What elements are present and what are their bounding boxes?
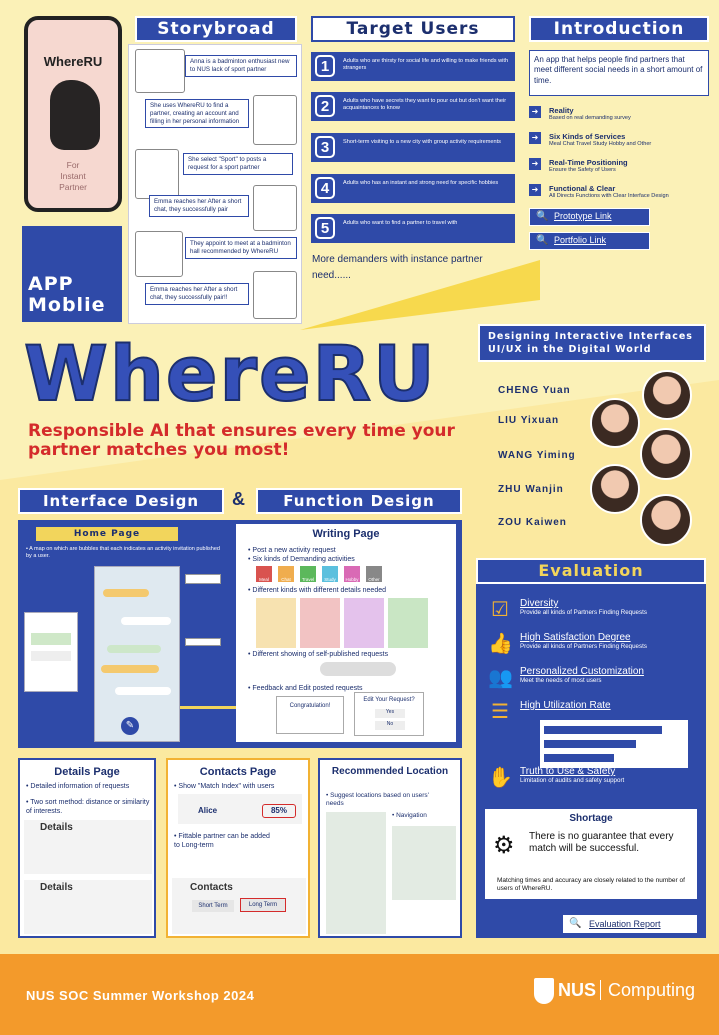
- member-name-5: ZOU Kaiwen: [498, 517, 567, 528]
- contacts-mockup: [172, 878, 306, 934]
- details-page-header: Details Page: [54, 766, 120, 778]
- callout-label: [185, 638, 221, 646]
- hand-icon: ✋: [488, 767, 513, 789]
- prototype-link[interactable]: 🔍 Prototype Link: [529, 208, 650, 226]
- interface-design-header: Interface Design: [18, 488, 224, 514]
- eval-satisfaction: 👍 High Satisfaction Degree Provide all kinds of Partners Finding Requests: [488, 632, 647, 655]
- evaluation-header: Evaluation: [476, 558, 706, 584]
- utilization-chart: [540, 720, 688, 768]
- contact-name: Alice: [198, 806, 218, 815]
- details-label: Details: [40, 822, 73, 833]
- portfolio-link[interactable]: 🔍 Portfolio Link: [529, 232, 650, 250]
- category-chat[interactable]: Chat: [278, 566, 294, 582]
- writing-bullet-3: • Different kinds with different details needed: [248, 587, 387, 594]
- sketch-5: [135, 231, 183, 277]
- target-user-4: 4 Adults who has an instant and strong need for specific hobbies: [311, 174, 515, 203]
- shortage-title: Shortage: [569, 813, 613, 824]
- evaluation-report-link[interactable]: 🔍 Evaluation Report: [562, 914, 698, 934]
- category-travel[interactable]: Travel: [300, 566, 316, 582]
- sliders-icon: ☰: [491, 701, 509, 723]
- category-other[interactable]: Other: [366, 566, 382, 582]
- hero-title: WhereRU: [24, 329, 437, 418]
- footer: [0, 954, 719, 1035]
- eval-diversity: ☑ Diversity Provide all kinds of Partners Finding Requests: [488, 598, 698, 616]
- hero-tagline: Responsible AI that ensures every time your partner matches you most!: [28, 421, 455, 460]
- recommended-header: Recommended Location: [331, 766, 449, 777]
- storyboard-caption-5: They appoint to meet at a badminton hall recommended by WhereRU: [185, 237, 297, 259]
- contacts-page-panel: [166, 758, 310, 938]
- contacts-page-header: Contacts Page: [199, 766, 277, 778]
- navigation-map: [392, 826, 456, 900]
- member-name-2: LIU Yixuan: [498, 415, 560, 426]
- sketch-6: [253, 271, 297, 319]
- home-popup-mockup: [24, 612, 78, 692]
- nus-crest-icon: [534, 978, 554, 1004]
- location-map: [326, 812, 386, 934]
- checklist-icon: ☑: [491, 599, 509, 621]
- writing-page-header: Writing Page: [312, 528, 380, 540]
- member-photo-4: [590, 464, 640, 514]
- member-photo-3: [640, 428, 692, 480]
- nus-logo-text: NUS: [558, 980, 597, 1000]
- workshop-title: NUS SOC Summer Workshop 2024: [26, 988, 255, 1003]
- sketch-3: [135, 149, 179, 199]
- member-photo-2: [590, 398, 640, 448]
- target-user-1: 1 Adults who are thirsty for social life and willing to make friends with strangers: [311, 52, 515, 81]
- phone-app-name: WhereRU: [43, 54, 103, 69]
- storyboard-panel: [128, 44, 302, 324]
- details-mockup-2: [24, 880, 152, 934]
- shortage-main: There is no guarantee that every match will be successful.: [529, 831, 674, 854]
- target-user-2: 2 Adults who have secrets they want to pour out but don't want their acquaintances to know: [311, 92, 515, 121]
- member-name-4: ZHU Wanjin: [498, 484, 564, 495]
- shortage-note: Matching times and accuracy are closely related to the number of users of WhereRU.: [497, 877, 685, 893]
- phone-subtitle: For Instant Partner: [59, 160, 87, 193]
- details-bullet-2: • Two sort method: distance or similarity of interests.: [26, 799, 150, 816]
- match-card: [178, 794, 302, 824]
- details-page-panel: [18, 758, 156, 938]
- contacts-bullet-1: • Show "Match Index" with users: [174, 783, 275, 790]
- target-users-header: Target Users: [311, 16, 515, 42]
- category-icons: [256, 566, 416, 582]
- details-bullet-1: • Detailed information of requests: [26, 783, 130, 790]
- introduction-header: Introduction: [529, 16, 709, 42]
- form-card: [300, 598, 340, 648]
- intro-item-functional: ➜ Functional & Clear All Directs Functions with Clear Interface Design: [529, 184, 709, 199]
- eval-utilization: ☰ High Utilization Rate: [488, 700, 698, 711]
- intro-item-services: ➜ Six Kinds of Services Meal Chat Travel Study Hobby and Other: [529, 132, 709, 147]
- course-title: Designing Interactive Interfaces UI/UX in the Digital World: [478, 324, 706, 362]
- more-demanders: More demanders with instance partner need......: [312, 254, 483, 281]
- home-page-bullet: • A map on which are bubbles that each indicates an activity invitation published by a user.: [26, 546, 220, 559]
- storyboard-caption-4: Emma reaches her After a short chat, they successfully pair: [149, 195, 249, 217]
- writing-bullet-5: • Feedback and Edit posted requests: [248, 685, 363, 692]
- member-name-1: CHENG Yuan: [498, 385, 571, 396]
- edit-dialog: Edit Your Request? Yes No: [354, 692, 424, 736]
- add-request-button[interactable]: ✎: [121, 717, 139, 735]
- eval-safety: ✋ Truth to Use & Safety Limitation of audits and safety support: [488, 766, 625, 789]
- recommended-panel: [318, 758, 462, 938]
- function-design-header: Function Design: [256, 488, 462, 514]
- arrow-connector: [180, 706, 240, 709]
- member-name-3: WANG Yiming: [498, 450, 576, 461]
- form-card: [256, 598, 296, 648]
- member-photo-1: [642, 370, 692, 420]
- writing-page-panel: [236, 524, 456, 742]
- member-photo-5: [640, 494, 692, 546]
- storyboard-caption-6: Emma reaches her After a short chat, they successfully pair!!: [145, 283, 249, 305]
- home-page-header: Home Page: [36, 527, 178, 541]
- request-preview: [320, 662, 396, 676]
- recommended-bullet-1: • Suggest locations based on users' needs: [326, 792, 429, 808]
- target-user-5: 5 Adults who want to find a partner to travel with: [311, 214, 515, 243]
- no-button[interactable]: No: [375, 721, 405, 730]
- eval-customization: 👥 Personalized Customization Meet the needs of most users: [488, 666, 644, 689]
- callout-label: [185, 574, 221, 584]
- storyboard-caption-3: She select "Sport" to posts a request for a sport partner: [183, 153, 293, 175]
- intro-item-positioning: ➜ Real-Time Positioning Ensure the Safety of Users: [529, 158, 709, 173]
- sketch-2: [253, 95, 297, 145]
- phone-mockup: [24, 16, 122, 212]
- match-index: 85%: [262, 804, 296, 818]
- contacts-label: Contacts: [190, 882, 233, 893]
- yes-button[interactable]: Yes: [375, 709, 405, 718]
- category-hobby[interactable]: Hobby: [344, 566, 360, 582]
- intro-item-reality: ➜ Reality Based on real demanding survey: [529, 106, 709, 121]
- logo-divider: [600, 980, 601, 1000]
- writing-bullet-2: • Six kinds of Demanding activities: [248, 556, 355, 563]
- form-card: [344, 598, 384, 648]
- short-term-tab[interactable]: Short Term: [192, 900, 234, 912]
- category-study[interactable]: Study: [322, 566, 338, 582]
- contacts-bullet-2: • Fittable partner can be added to Long-term: [174, 833, 270, 850]
- writing-bullet-1: • Post a new activity request: [248, 547, 336, 554]
- category-meal[interactable]: Meal: [256, 566, 272, 582]
- recommended-bullet-2: • Navigation: [392, 812, 427, 819]
- home-map-mockup: [94, 566, 180, 742]
- writing-bullet-4: • Different showing of self-published requests: [248, 651, 389, 658]
- form-card: [388, 598, 428, 648]
- intro-summary: An app that helps people find partners that meet different social needs in a short amount of time.: [529, 50, 709, 96]
- ampersand: &: [232, 489, 245, 509]
- silhouette-illustration: [50, 80, 100, 150]
- storyboard-header: Storybroad: [135, 16, 297, 42]
- storyboard-caption-1: Anna is a badminton enthusiast new to NUS lack of sport partner: [185, 55, 297, 77]
- thumbs-up-icon: 👍: [488, 633, 513, 655]
- gear-icon: ⚙: [493, 832, 515, 859]
- details-label: Details: [40, 882, 73, 893]
- storyboard-caption-2: She uses WhereRU to find a partner, creating an account and filling in her personal information: [145, 99, 249, 128]
- target-user-3: 3 Short-term visiting to a new city with group activity requirements: [311, 133, 515, 162]
- details-mockup-1: [24, 820, 152, 874]
- people-icon: 👥: [488, 667, 513, 689]
- long-term-tab[interactable]: Long Term: [240, 898, 286, 912]
- magnifier-icon: 🔍: [536, 211, 549, 222]
- computing-logo-text: Computing: [608, 980, 696, 1000]
- congrats-dialog: Congratulation!: [276, 696, 344, 734]
- sketch-4: [253, 185, 297, 231]
- app-mobile-label: APP Moblie: [22, 226, 122, 322]
- magnifier-icon: 🔍: [536, 235, 549, 246]
- shortage-box: [484, 808, 698, 900]
- sketch-1: [135, 49, 185, 93]
- magnifier-icon: 🔍: [569, 918, 582, 929]
